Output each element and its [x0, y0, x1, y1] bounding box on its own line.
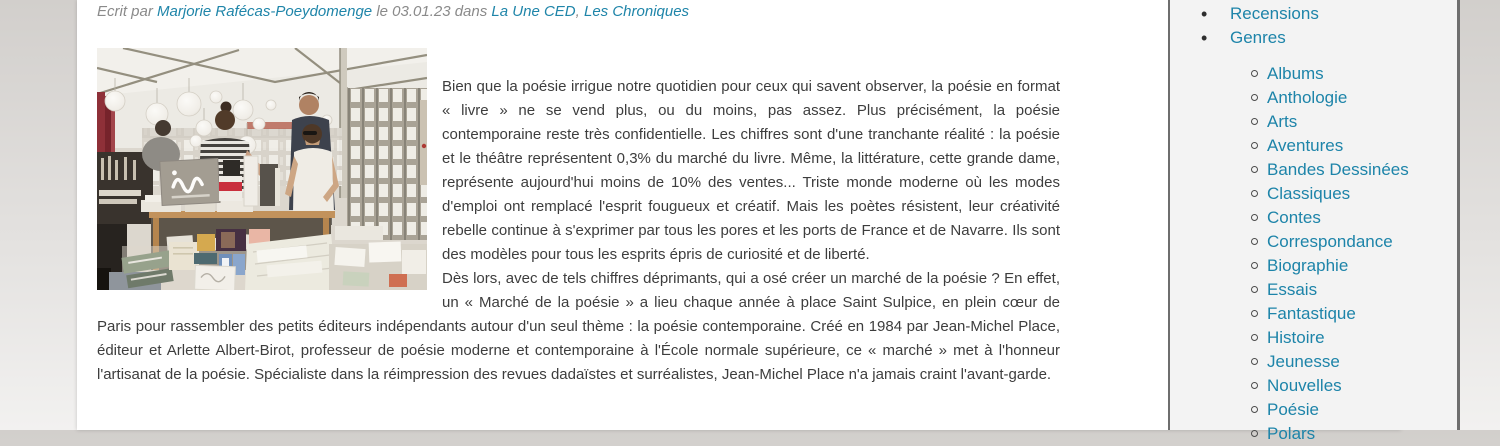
sidebar-genre-item[interactable] [1170, 398, 1457, 422]
byline-separator: , [575, 3, 580, 20]
circle-bullet-icon [1251, 286, 1258, 293]
byline [97, 2, 1060, 22]
sidebar-genre-item[interactable] [1170, 134, 1457, 158]
circle-bullet-icon [1251, 94, 1258, 101]
sidebar-genre-link[interactable]: Essais [1267, 280, 1318, 299]
category-link-la-une-ced[interactable]: La Une CED [491, 3, 576, 20]
circle-bullet-icon [1251, 310, 1258, 317]
bullet-icon: • [1201, 4, 1208, 24]
sidebar-genre-link[interactable]: Arts [1267, 112, 1298, 131]
sidebar-genre-link[interactable]: Contes [1267, 208, 1321, 227]
article-photo-image [97, 48, 427, 290]
sidebar-genre-item[interactable] [1170, 86, 1457, 110]
sidebar-genre-item[interactable] [1170, 206, 1457, 230]
circle-bullet-icon [1251, 238, 1258, 245]
byline-prefix: Ecrit par [97, 3, 153, 20]
bullet-icon: • [1201, 28, 1208, 48]
circle-bullet-icon [1251, 430, 1258, 437]
sidebar-genre-link[interactable]: Aventures [1267, 136, 1344, 155]
card-rack [347, 88, 427, 240]
sidebar-genre-item[interactable] [1170, 326, 1457, 350]
sidebar-genre-link[interactable]: Biographie [1267, 256, 1349, 275]
circle-bullet-icon [1251, 118, 1258, 125]
article-body [97, 22, 1060, 387]
sidebar-genre-item[interactable] [1170, 350, 1457, 374]
circle-bullet-icon [1251, 166, 1258, 173]
sidebar-item-link[interactable]: Genres [1230, 28, 1286, 47]
sidebar-genre-item[interactable] [1170, 158, 1457, 182]
circle-bullet-icon [1251, 142, 1258, 149]
sidebar-genre-item[interactable] [1170, 374, 1457, 398]
circle-bullet-icon [1251, 214, 1258, 221]
category-list [1170, 0, 1457, 446]
sidebar-genre-link[interactable]: Fantastique [1267, 304, 1356, 323]
sidebar-genre-item[interactable] [1170, 110, 1457, 134]
sidebar-genre-link[interactable]: Anthologie [1267, 88, 1348, 107]
paragraph-1: Bien que la poésie irrigue notre quotidien pour ceux qui savent observer, la poésie en format « livre » ne se vend plus, ou du moins, pas assez. Plus précisément, la poésie contemporaine reste très confidentielle. Les chiffres sont d'une tranchante réalité : la poésie et le théâtre représentent 0,3% du marché du livre. Même, la littérature, cette grande dame, représente aujourd'hui moins de 10% des ventes... Triste monde moderne où les modes d'emploi ont remplacé l'esprit fougueux et créatif. Mais les poètes résistent, leur créativité rebelle continue à s'exprimer par tous les pores et les ports de France et de Navarre. Ils sont des modèles pour tous les esprits épris de curiosité et de liberté. [442, 78, 1060, 263]
sidebar-categories [1168, 0, 1460, 443]
circle-bullet-icon [1251, 262, 1258, 269]
sidebar-genre-item[interactable] [1170, 182, 1457, 206]
sidebar-genre-link[interactable]: Jeunesse [1267, 352, 1340, 371]
paragraph-2: Dès lors, avec de tels chiffres déprimants, qui a osé créer un marché de la poésie ? En effet, un « Marché de la poésie » a lieu chaque année à place Saint Sulpice, en plein cœur de Paris pour rassembler des petits éditeurs indépendants autour d'un seul thème : la poésie contemporaine. Créé en 1984 par Jean-Michel Place, éditeur et Arlette Albert-Birot, professeur de poésie moderne et contemporaine à l'École normale supérieure, ce « marché » met à l'honneur l'artisanat de la poésie. Spécialiste dans la réimpression des revues dadaïstes et surréalistes, Jean-Michel Place n'a jamais craint l'avant-garde. [97, 270, 1060, 383]
sidebar-genre-item[interactable] [1170, 422, 1457, 446]
category-link-les-chroniques[interactable]: Les Chroniques [583, 3, 690, 20]
sidebar-genre-item[interactable] [1170, 62, 1457, 86]
sidebar-genre-link[interactable]: Bandes Dessinées [1267, 160, 1409, 179]
circle-bullet-icon [1251, 190, 1258, 197]
article [97, 0, 1060, 387]
sidebar-genre-link[interactable]: Nouvelles [1267, 376, 1342, 395]
circle-bullet-icon [1251, 70, 1258, 77]
publisher-sign [160, 159, 220, 206]
circle-bullet-icon [1251, 334, 1258, 341]
sidebar-genre-link[interactable]: Polars [1267, 424, 1316, 443]
genres-sublist [1170, 62, 1457, 446]
byline-connector: le 03.01.23 dans [376, 3, 488, 20]
sidebar-item-link[interactable]: Recensions [1230, 4, 1319, 23]
sidebar-genre-item[interactable] [1170, 302, 1457, 326]
circle-bullet-icon [1251, 382, 1258, 389]
sidebar-genre-link[interactable]: Histoire [1267, 328, 1325, 347]
content-sheet [77, 0, 1409, 443]
sidebar-genre-link[interactable]: Albums [1267, 64, 1324, 83]
circle-bullet-icon [1251, 406, 1258, 413]
sidebar-genre-item[interactable] [1170, 230, 1457, 254]
sidebar-genre-item[interactable] [1170, 254, 1457, 278]
sidebar-genre-link[interactable]: Classiques [1267, 184, 1351, 203]
circle-bullet-icon [1251, 358, 1258, 365]
sidebar-item[interactable] [1170, 26, 1457, 50]
sidebar-item[interactable] [1170, 2, 1457, 26]
sidebar-genre-link[interactable]: Poésie [1267, 400, 1319, 419]
article-photo [97, 48, 427, 290]
sidebar-genre-link[interactable]: Correspondance [1267, 232, 1393, 251]
author-link[interactable]: Marjorie Rafécas-Poeydomenge [157, 3, 373, 20]
sidebar-genre-item[interactable] [1170, 278, 1457, 302]
